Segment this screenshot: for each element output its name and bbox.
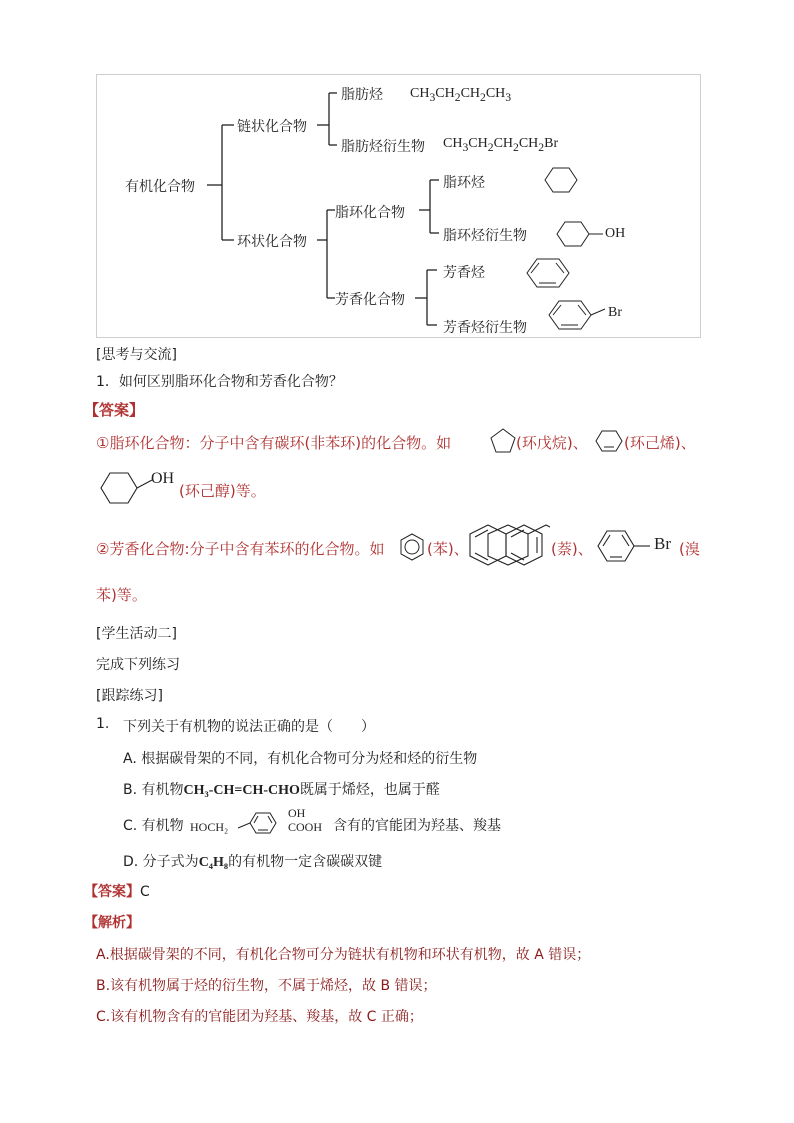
benzene-icon [527,259,569,287]
aromatic-definition: ②芳香化合物:分子中含有苯环的化合物。如 [96,540,385,558]
tree-aliphatic-deriv: 脂肪烃衍生物 [341,139,425,155]
tree-aromatic: 芳香化合物 [335,292,405,308]
tree-alicyclic-deriv: 脂环烃衍生物 [443,228,527,244]
hydroxybenzoic-ring-icon [236,808,292,838]
think-answer-label: 【答案】 [84,401,145,419]
bromobenzene-label-b: 苯)等。 [96,586,147,604]
benzene-label: (苯)、 [427,540,469,558]
alicyclic-answer-line1 [96,432,451,453]
bromobenzene-icon [549,301,605,329]
tree-root: 有机化合物 [125,179,195,195]
naphthalene-label: (萘)、 [551,540,593,558]
classification-diagram [96,74,701,338]
analysis-line-a: A.根据碳骨架的不同，有机化合物可分为链状有机物和环状有机物，故 A 错误； [96,947,591,963]
analysis-label: 【解析】 [84,915,140,931]
option-c-hoch2: HOCH₂ [190,820,229,834]
benzene-icon [398,532,426,562]
bromobenzene-icon [594,524,658,568]
cyclohexanol-icon [98,468,158,508]
option-b [123,779,440,799]
option-d-prefix: D. 分子式为 [123,854,199,870]
answer-label: 【答案】 [84,884,140,900]
tree-alicyclic-hc: 脂环烃 [443,175,485,191]
think-question: 1．如何区别脂环化合物和芳香化合物？ [96,374,343,390]
naphthalene-icon [466,521,550,569]
bromobenzene-label-a: (溴 [679,540,700,558]
answer-value: C [140,884,150,900]
analysis-line-b: B.该有机物属于烃的衍生物，不属于烯烃，故 B 错误； [96,978,437,994]
tree-alicyclic: 脂环化合物 [335,205,405,221]
option-c-oh: OH [288,806,306,820]
cyclopentane-label: (环戊烷)、 [516,434,588,452]
bromobenzene-br: Br [654,534,671,553]
practice-heading: [跟踪练习] [96,688,163,704]
activity-task: 完成下列练习 [96,657,180,673]
oh-label: OH [605,226,626,241]
answer-row [84,881,150,901]
alicyclic-definition: ①脂环化合物：分子中含有碳环(非苯环)的化合物。如 [96,434,452,452]
tree-chain: 链状化合物 [237,119,307,135]
option-b-suffix: 既属于烯烃，也属于醛 [299,782,440,798]
tree-aliphatic-hc: 脂肪烃 [341,87,383,103]
butane-formula: $CH_3CH_2CH_2CH_3$ [410,86,512,104]
question-number: 1. [96,716,110,732]
option-b-formula: CH₃-CH=CH-CHO [183,783,300,798]
cyclohexene-icon [593,428,625,454]
br-label: Br [608,305,622,320]
cyclohexanol-label: (环己醇)等。 [179,482,266,500]
cyclohexene-label: (环己烯)、 [624,434,696,452]
tree-aromatic-hc: 芳香烃 [443,265,485,281]
option-c-cooh: COOH [288,820,323,834]
question-stem: 下列关于有机物的说法正确的是（ ） [123,719,375,735]
think-heading: [思考与交流] [96,347,177,363]
option-a: A. 根据碳骨架的不同，有机化合物可分为烃和烃的衍生物 [123,751,478,767]
tree-ring: 环状化合物 [237,234,307,250]
option-d [123,851,382,871]
option-d-formula: C₄H₈ [198,855,229,870]
cyclohexane-icon [545,168,577,192]
activity-heading: [学生活动二] [96,626,177,642]
option-d-suffix: 的有机物一定含碳碳双键 [228,854,383,870]
cyclohexanol-oh: OH [151,470,175,487]
cyclopentane-icon [488,426,518,454]
option-b-prefix: B. 有机物 [123,782,184,798]
analysis-line-c: C.该有机物含有的官能团为羟基、羧基，故 C 正确； [96,1009,423,1025]
bromobutane-formula: $CH_3CH_2CH_2CH_2Br$ [443,136,559,154]
option-c-suffix: 含有的官能团为羟基、羧基 [333,818,501,834]
cyclohexanol-icon [557,222,589,246]
option-c-prefix: C. 有机物 [123,818,184,834]
tree-aromatic-deriv: 芳香烃衍生物 [443,320,527,336]
